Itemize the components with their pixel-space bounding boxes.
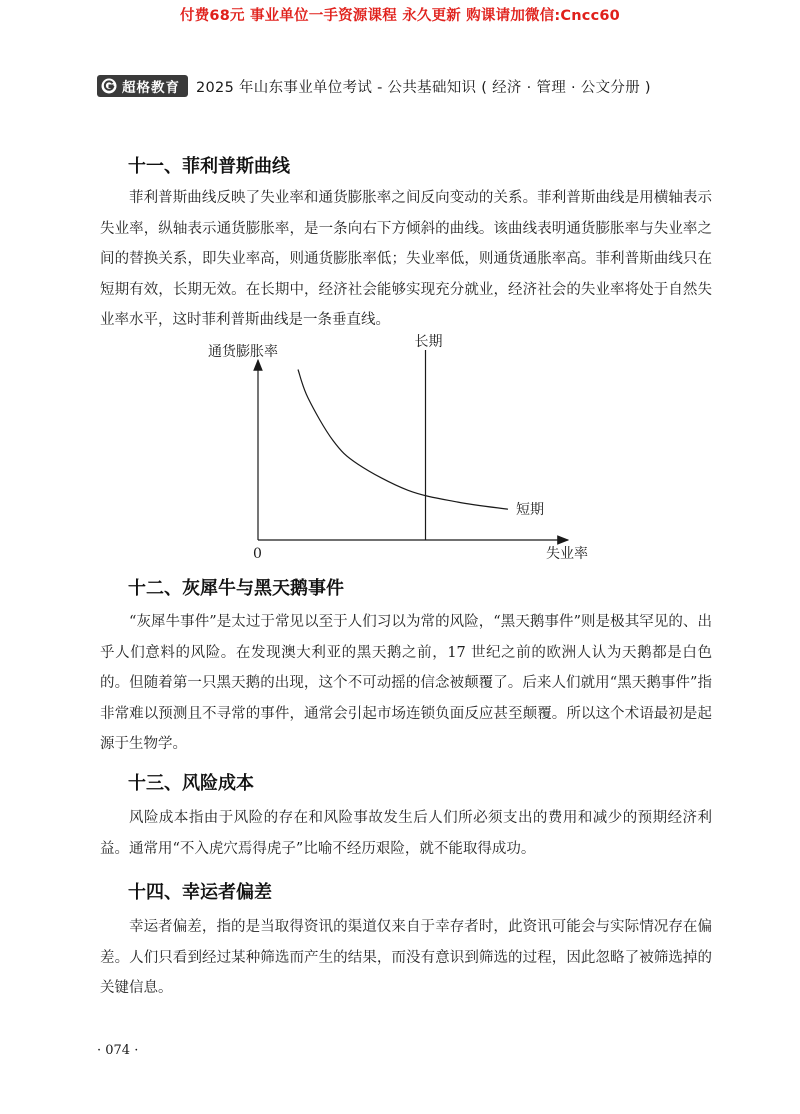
short-run-label: 短期 xyxy=(516,502,544,519)
section-heading-11: 十一、菲利普斯曲线 xyxy=(128,156,290,177)
x-axis-label: 失业率 xyxy=(546,546,588,562)
page-header xyxy=(97,73,707,99)
logo-g-icon xyxy=(101,78,117,94)
section-paragraph-13: 风险成本指由于风险的存在和风险事故发生后人们所必须支出的费用和减少的预期经济利益。通常用“不入虎穴焉得虎子”比喻不经历艰险，就不能取得成功。 xyxy=(100,810,712,857)
promo-banner: 付费68元 事业单位一手资源课程 永久更新 购课请加微信:Cncc60 xyxy=(180,8,620,24)
logo-text: 超格教育 xyxy=(122,80,180,96)
section-heading-14: 十四、幸运者偏差 xyxy=(128,882,272,903)
phillips-curve-chart xyxy=(200,333,600,568)
y-axis-label: 通货膨胀率 xyxy=(208,344,278,360)
section-paragraph-14: 幸运者偏差，指的是当取得资讯的渠道仅来自于幸存者时，此资讯可能会与实际情况存在偏差。人们只看到经过某种筛选而产生的结果，而没有意识到筛选的过程，因此忽略了被筛选掉的关键信息。 xyxy=(100,919,712,996)
brand-logo xyxy=(97,75,188,97)
origin-label: 0 xyxy=(253,546,262,562)
section-heading-13: 十三、风险成本 xyxy=(128,773,254,794)
short-run-curve xyxy=(298,370,508,510)
section-heading-12: 十二、灰犀牛与黑天鹅事件 xyxy=(128,578,344,599)
section-paragraph-11: 菲利普斯曲线反映了失业率和通货膨胀率之间反向变动的关系。菲利普斯曲线是用横轴表示失业率，纵轴表示通货膨胀率，是一条向右下方倾斜的曲线。该曲线表明通货膨胀率与失业率之间的替换关系，即失业率高，则通货膨胀率低；失业率低，则通货通胀率高。菲利普斯曲线只在短期有效，长期无效。在长期中，经济社会能够实现充分就业，经济社会的失业率将处于自然失业率水平，这时菲利普斯曲线是一条垂直线。 xyxy=(100,190,712,328)
book-title: 2025 年山东事业单位考试 - 公共基础知识 ( 经济 · 管理 · 公文分册 ) xyxy=(196,79,651,96)
long-run-label: 长期 xyxy=(414,334,443,350)
section-paragraph-12: “灰犀牛事件”是太过于常见以至于人们习以为常的风险，“黑天鹅事件”则是极其罕见的、出乎人们意料的风险。在发现澳大利亚的黑天鹅之前，17 世纪之前的欧洲人认为天鹅都是白色的。但随着第一只黑天鹅的出现，这个不可动摇的信念被颠覆了。后来人们就用“黑天鹅事件”指非常难以预测且不寻常的事件，通常会引起市场连锁负面反应甚至颠覆。所以这个术语最初是起源于生物学。 xyxy=(100,614,712,752)
page-number: · 074 · xyxy=(97,1043,139,1058)
